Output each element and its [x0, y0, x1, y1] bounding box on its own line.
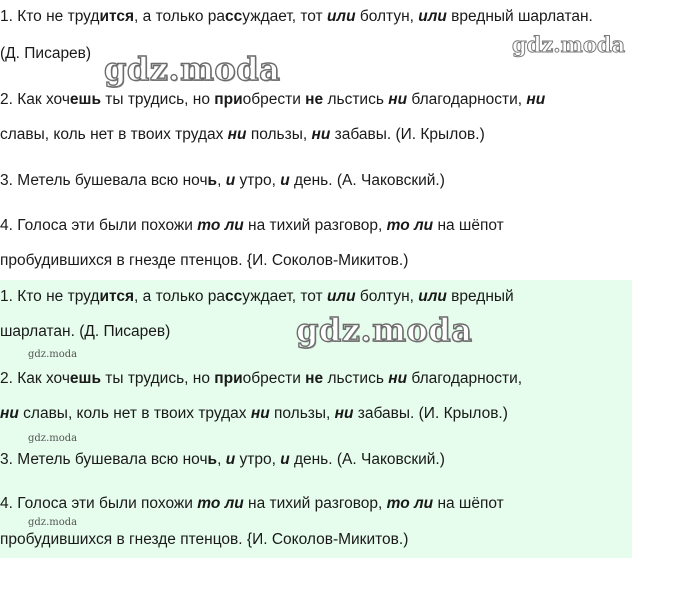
emphasized-text: ится: [99, 288, 135, 305]
emphasized-text: при: [214, 370, 243, 387]
text-span: болтун,: [355, 8, 419, 25]
text-line: [0, 369, 522, 389]
text-span: на тихий разговор,: [243, 495, 387, 512]
emphasized-text: то ли: [386, 217, 434, 234]
text-span: , а только ра: [134, 8, 226, 25]
text-line: [0, 44, 91, 64]
emphasized-text: или: [326, 8, 356, 25]
emphasized-text: или: [326, 288, 356, 305]
emphasized-text: ешь: [69, 370, 101, 387]
watermark-logo: gdz.moda: [296, 311, 473, 349]
text-span: день. (А. Чаковский.): [289, 172, 445, 189]
emphasized-text: ни: [227, 126, 247, 143]
emphasized-text: ни: [388, 370, 408, 387]
text-line: [0, 251, 408, 271]
text-span: 1. Кто не труд: [0, 8, 100, 25]
text-span: ты трудись, но: [100, 370, 215, 387]
emphasized-text: ь: [207, 451, 218, 468]
text-line: [0, 322, 170, 342]
watermark-small: gdz.moda: [28, 433, 78, 444]
text-span: утро,: [235, 451, 281, 468]
text-span: день. (А. Чаковский.): [289, 451, 445, 468]
text-span: на шёпот: [433, 495, 504, 512]
emphasized-text: или: [418, 288, 447, 305]
emphasized-text: ни: [311, 126, 331, 143]
emphasized-text: сс: [225, 8, 243, 25]
emphasized-text: и: [225, 451, 236, 468]
text-span: пользы,: [246, 126, 312, 143]
text-span: , а только ра: [134, 288, 226, 305]
text-span: ,: [217, 451, 226, 468]
text-span: благодарности,: [407, 91, 527, 108]
emphasized-text: ни: [250, 405, 270, 422]
emphasized-text: то ли: [197, 495, 244, 512]
emphasized-text: ешь: [69, 91, 101, 108]
text-span: 4. Голоса эти были похожи: [0, 217, 198, 234]
watermark-logo: gdz.moda: [104, 50, 281, 88]
text-line: [0, 171, 445, 191]
watermark-small: gdz.moda: [28, 517, 78, 528]
text-line: [0, 450, 445, 470]
text-line: [0, 530, 408, 550]
text-span: вредный: [446, 288, 514, 305]
emphasized-text: или: [418, 8, 447, 25]
text-span: льстись: [323, 91, 389, 108]
text-span: 4. Голоса эти были похожи: [0, 495, 198, 512]
text-span: уждает, тот: [242, 288, 327, 305]
text-span: пробудившихся в гнезде птенцов. {И. Соколов-Микитов.): [0, 531, 409, 548]
text-line: [0, 216, 504, 236]
text-span: утро,: [235, 172, 281, 189]
watermark-logo: gdz.moda: [512, 32, 626, 57]
emphasized-text: ни: [526, 91, 546, 108]
text-line: [0, 287, 514, 307]
emphasized-text: при: [214, 91, 243, 108]
text-span: уждает, тот: [242, 8, 327, 25]
text-line: [0, 90, 545, 110]
text-span: обрести: [242, 91, 306, 108]
text-span: шарлатан. (Д. Писарев): [0, 323, 171, 340]
text-span: 2. Как хоч: [0, 370, 70, 387]
emphasized-text: не: [305, 370, 324, 387]
emphasized-text: и: [280, 172, 290, 189]
text-span: обрести: [242, 370, 306, 387]
text-span: 2. Как хоч: [0, 91, 70, 108]
emphasized-text: ь: [207, 172, 218, 189]
text-span: забавы. (И. Крылов.): [353, 405, 508, 422]
emphasized-text: ни: [388, 91, 408, 108]
emphasized-text: сс: [225, 288, 243, 305]
emphasized-text: не: [305, 91, 324, 108]
emphasized-text: то ли: [386, 495, 434, 512]
text-span: на шёпот: [433, 217, 504, 234]
text-line: [0, 404, 508, 424]
emphasized-text: ни: [334, 405, 354, 422]
text-span: славы, коль нет в твоих трудах: [0, 126, 228, 143]
emphasized-text: то ли: [197, 217, 244, 234]
text-span: ,: [217, 172, 226, 189]
text-span: благодарности,: [407, 370, 523, 387]
text-span: 1. Кто не труд: [0, 288, 100, 305]
emphasized-text: ится: [99, 8, 135, 25]
text-span: льстись: [323, 370, 389, 387]
emphasized-text: ни: [0, 405, 19, 422]
text-span: пробудившихся в гнезде птенцов. {И. Соколов-Микитов.): [0, 252, 409, 269]
text-span: болтун,: [355, 288, 419, 305]
text-span: (Д. Писарев): [0, 45, 92, 62]
text-span: на тихий разговор,: [243, 217, 387, 234]
text-span: вредный шарлатан.: [446, 8, 593, 25]
text-line: [0, 7, 593, 27]
text-line: [0, 494, 504, 514]
emphasized-text: и: [280, 451, 290, 468]
text-line: [0, 125, 485, 145]
watermark-small: gdz.moda: [28, 349, 78, 360]
text-span: ты трудись, но: [100, 91, 215, 108]
text-span: 3. Метель бушевала всю ноч: [0, 451, 208, 468]
text-span: забавы. (И. Крылов.): [330, 126, 485, 143]
text-span: пользы,: [269, 405, 335, 422]
text-span: 3. Метель бушевала всю ноч: [0, 172, 208, 189]
emphasized-text: и: [225, 172, 236, 189]
text-span: славы, коль нет в твоих трудах: [18, 405, 251, 422]
